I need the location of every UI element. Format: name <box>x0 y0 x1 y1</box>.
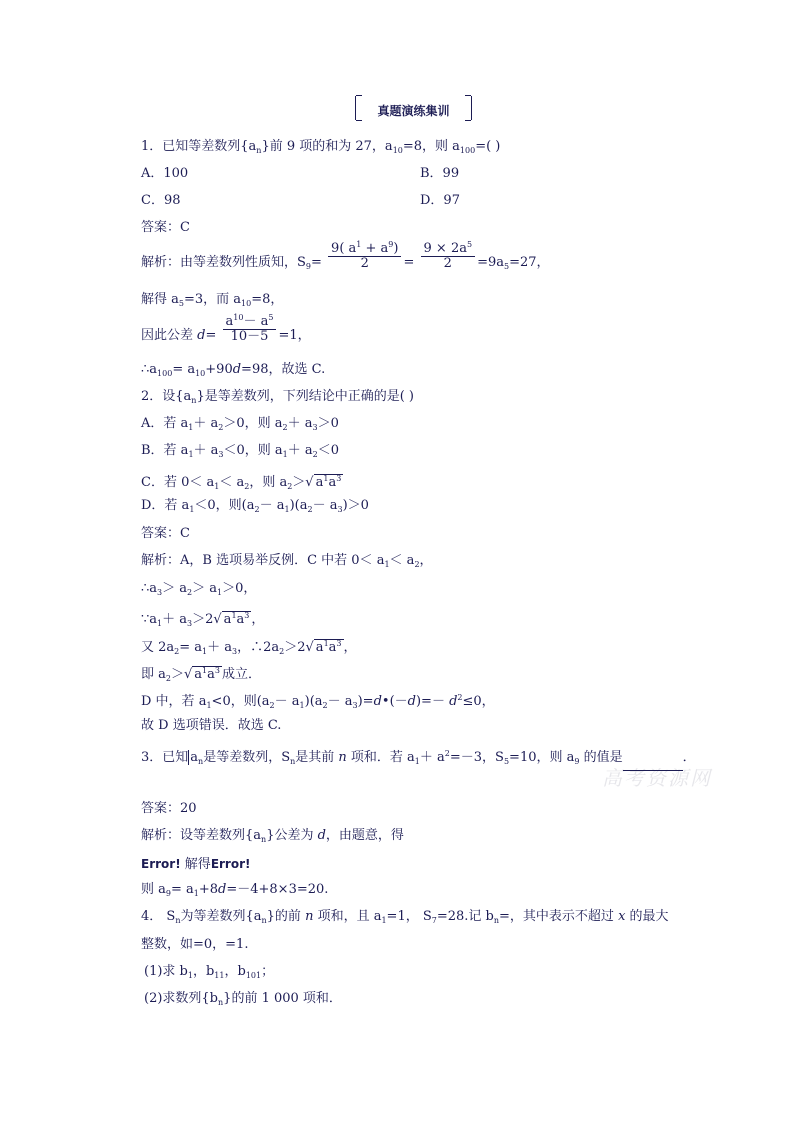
fraction: $\frac{9( a^1 + a^9)}{2}$ <box>328 238 401 271</box>
q2-solution-line5: 即 $a_2>√$ $a^1a^3$ 成立． <box>141 666 262 683</box>
q1-option-b: B．99 <box>420 166 460 181</box>
q3-answer: 答案：20 <box>141 801 197 816</box>
fraction: $\frac{9 \times 2a^5}{2}$ <box>421 238 476 271</box>
q1-option-c: C．98 <box>141 193 181 208</box>
fraction: $\frac{a^{10}- a^5}{10-5}$ <box>223 311 277 344</box>
q1-option-a: A．100 <box>141 166 189 181</box>
q3-stem: 3．已知 $a_n$是等差数列，$S_n$是其前 n 项和．若 $a_1+ a^2=-3$，$S_5=10$，则 $a_9$ 的值是 ． <box>141 745 696 771</box>
q1-solution-line4: $\therefore a_{100}= a_{10}+90d=98$，故选 C. <box>141 362 326 378</box>
q4-stem-line1: 4． $S_n$为等差数列$\{a_n\}$的前 n 项和，且 $a_1=1$， $S_7=28$.记 $b_n=$，其中表示不超过 x 的最大 <box>141 909 669 925</box>
q2-solution-line4: 又 $2a_2= a_1+ a_3$，$\therefore 2a_2>2√$ $a^1a^3$ ， <box>141 639 357 656</box>
section-title-box <box>355 96 472 120</box>
q1-solution-line1: 解析：由等差数列性质知，$S_9=$ $\frac{9( a^1 + a^9)}{2}$ = $\frac{9 \times 2a^5}{2}$ $=9a_5=27$， <box>141 240 550 271</box>
q1-solution-line3: 因此公差 d= $\frac{a^{10}- a^5}{10-5}$ =1， <box>141 313 311 344</box>
answer-blank <box>623 758 683 771</box>
q2-option-b: B．若 $a_1+ a_3<0$，则 $a_1+ a_2<0$ <box>141 443 340 459</box>
section-title: 真题演练集训 <box>377 104 450 118</box>
q2-solution-line2: $\therefore a_3> a_2> a_1>0$， <box>141 581 257 597</box>
q1-solution-line2: 解得 $a_5=3$，而 $a_{10}=8$， <box>141 292 284 308</box>
q2-answer: 答案：C <box>141 526 190 541</box>
q2-solution-line6: D 中，若 $a_1<0$，则$(a_2- a_1)(a_2-$ $a_3)=d•(-d)=- d^2\le 0$， <box>141 693 495 710</box>
q2-solution-line7: 故 D 选项错误．故选 C. <box>141 718 282 733</box>
q2-option-c: C．若 $0< a_1< a_2$，则 $a_2>√$ $a^1a^3$ <box>141 474 342 491</box>
q3-solution-line3: 则 $a_9= a_1+8d=-4+8\times 3=20$. <box>141 882 329 898</box>
q1-option-d: D．97 <box>420 193 460 208</box>
q2-option-d: D．若 $a_1<0$，则$(a_2- a_1)(a_2- a_3)>0$ <box>141 498 369 514</box>
q3-solution-line1: 解析：设等差数列$\{a_n\}$公差为 d，由题意，得 <box>141 828 404 844</box>
q1-stem: 1．已知等差数列$\{a_n\}$前 9 项的和为 27，$a_{10}=8$，则 $a_{100}=$( ) <box>141 139 501 155</box>
q3-solution-line2: Error! 解得Error! <box>141 857 251 872</box>
q4-part1: (1)求 $b_1$，$b_{11}$，$b_{101}$； <box>144 964 275 980</box>
q2-option-a: A．若 $a_1+ a_2>0$，则 $a_2+ a_3>0$ <box>141 416 339 432</box>
q2-stem: 2．设$\{a_n\}$是等差数列，下列结论中正确的是( ) <box>141 389 415 405</box>
watermark: 高考资源网 <box>602 766 712 790</box>
q1-answer: 答案：C <box>141 220 190 235</box>
q2-solution-line1: 解析：A，B 选项易举反例．C 中若 $0< a_1< a_2$， <box>141 553 433 569</box>
q2-solution-line3: $\because a_1+ a_3>2√$ $a^1a^3$ ， <box>141 611 265 628</box>
q4-stem-line2: 整数，如=0，=1. <box>141 937 249 952</box>
q4-part2: (2)求数列$\{b_n\}$的前 1 000 项和． <box>144 991 342 1007</box>
